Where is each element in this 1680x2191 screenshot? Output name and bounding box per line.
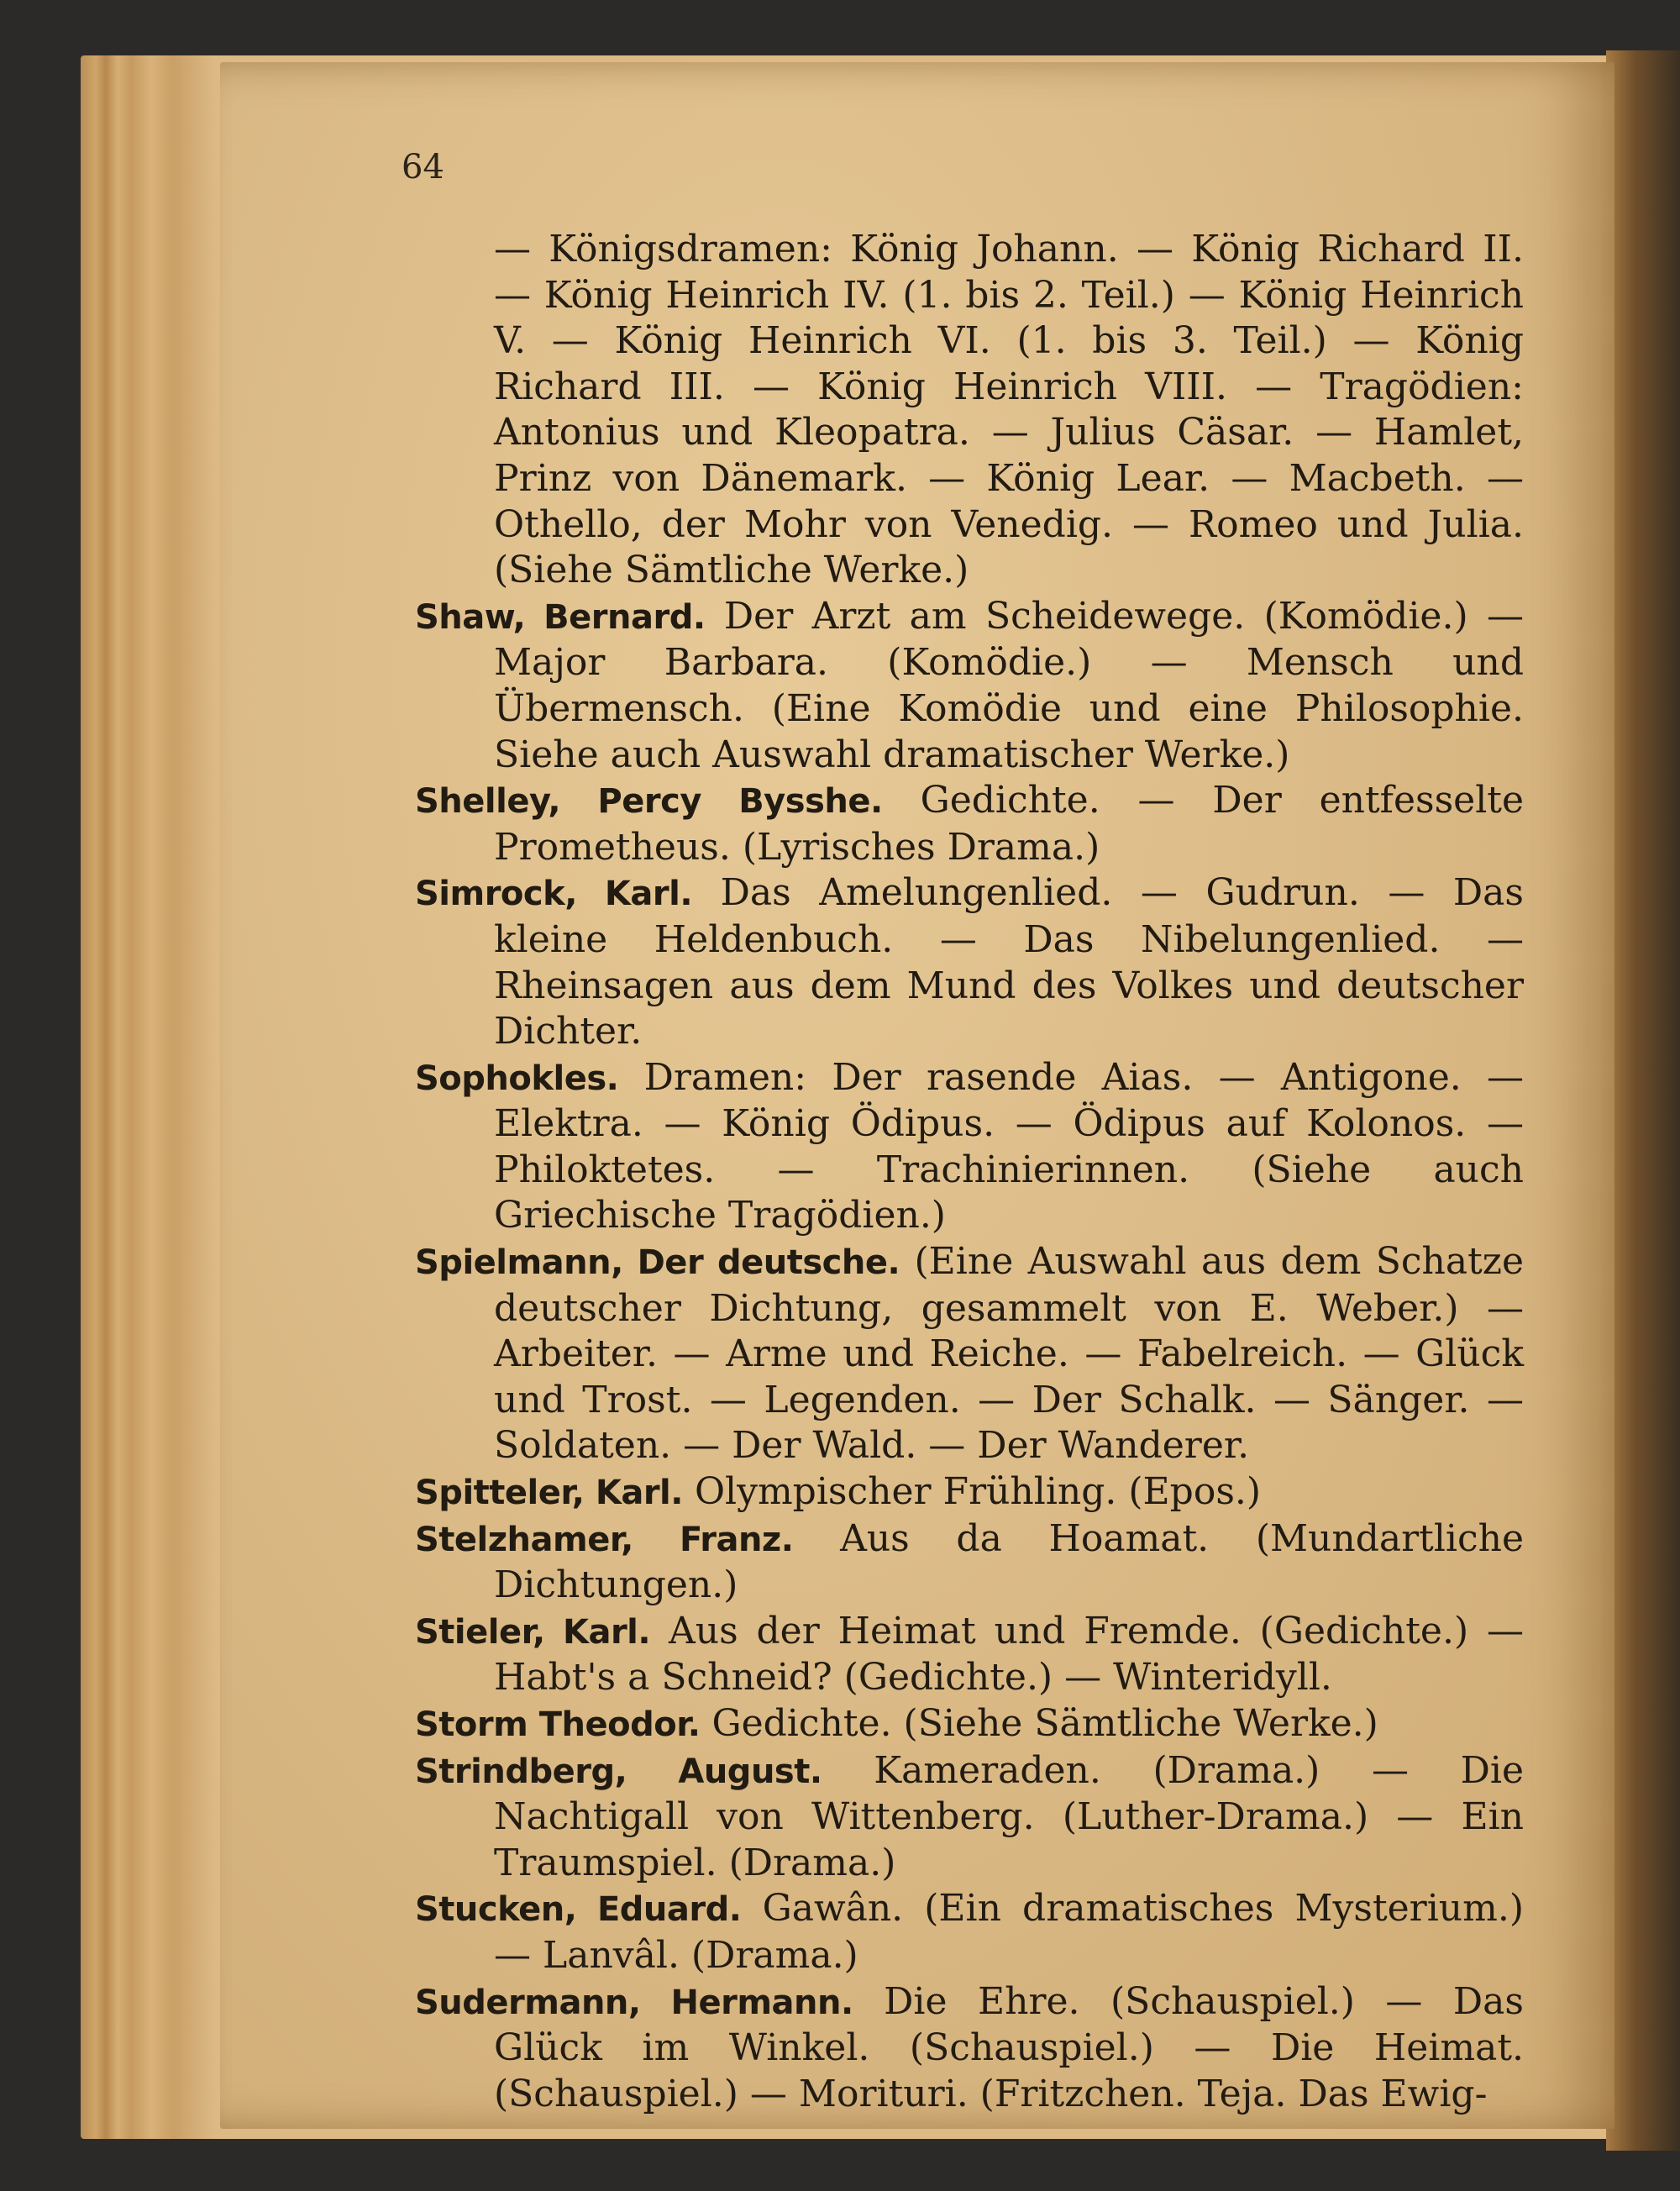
entry-text: Aus da Hoamat. (Mundartliche Dichtungen.) [494,1516,1524,1607]
catalog-entry [415,1469,1524,1516]
entry-text: (Eine Auswahl aus dem Schatze deutscher Dichtung, gesammelt von E. Weber.) — Arbeiter. — Arme und Reiche. — Fabelreich. — Glück und Trost. — Legenden. — Der Schalk. — Sänger. — Soldaten. — Der Wald. — Der Wanderer. [494,1240,1524,1468]
catalog-entry [415,1886,1524,1978]
entry-author: Storm Theodor. [415,1705,701,1744]
entry-text: Das Amelungenlied. — Gudrun. — Das kleine Heldenbuch. — Das Nibelungenlied. — Rheinsagen aus dem Mund des Volkes und deutscher Dichter. [494,871,1524,1053]
catalog-entry [415,227,1524,594]
entry-text: Der Arzt am Scheidewege. (Komödie.) — Major Barbara. (Komödie.) — Mensch und Übermensch. (Eine Komödie und eine Philosophie. Siehe auch Auswahl dramatischer Werke.) [494,594,1524,776]
entry-text: Aus der Heimat und Fremde. (Gedichte.) — Habt's a Schneid? (Gedichte.) — Winteridyll. [494,1609,1524,1700]
entry-text: Gedichte. — Der entfesselte Prometheus. (Lyrisches Drama.) [494,779,1524,869]
entry-text: Dramen: Der rasende Aias. — Antigone. — Elektra. — König Ödipus. — Ödipus auf Kolonos. — Philoktetes. — Trachinierinnen. (Siehe auch Griechische Tragödien.) [494,1055,1524,1237]
entry-text: Gedichte. (Siehe Sämtliche Werke.) [711,1702,1378,1745]
entry-author: Sudermann, Hermann. [415,1983,853,2022]
catalog-entry [415,778,1524,870]
catalog-entry [415,1609,1524,1701]
catalog-text [415,227,1524,2117]
entry-author: Spitteler, Karl. [415,1474,683,1513]
book-spine [1606,50,1680,2151]
catalog-entry [415,1979,1524,2118]
entry-text: Gawân. (Ein dramatisches Mysterium.) — Lanvâl. (Drama.) [494,1887,1524,1977]
catalog-entry [415,1748,1524,1887]
catalog-entry [415,1055,1524,1239]
entry-author: Stucken, Eduard. [415,1890,742,1930]
entry-author: Spielmann, Der deutsche. [415,1243,900,1283]
catalog-entry [415,1239,1524,1469]
entry-author: Stelzhamer, Franz. [415,1520,794,1559]
entry-text: — Königsdramen: König Johann. — König Richard II. — König Heinrich IV. (1. bis 2. Teil.) — König Heinrich V. — König Heinrich VI. (1. bis 3. Teil.) — König Richard III. — König Heinrich VIII. — Tragödien: Antonius und Kleopatra. — Julius Cäsar. — Hamlet, Prinz von Dänemark. — König Lear. — Macbeth. — Othello, der Mohr von Venedig. — Romeo und Julia. (Siehe Sämtliche Werke.) [494,228,1524,592]
catalog-entry [415,1701,1524,1748]
entry-author: Shelley, Percy Bysshe. [415,782,883,822]
catalog-entry [415,1516,1524,1609]
entry-text: Olympischer Frühling. (Epos.) [694,1470,1262,1514]
catalog-entry [415,870,1524,1054]
page-number: 64 [402,148,444,187]
entry-author: Shaw, Bernard. [415,597,706,637]
entry-author: Strindberg, August. [415,1752,822,1791]
entry-author: Simrock, Karl. [415,875,693,914]
catalog-entry [415,594,1524,778]
entry-text: Die Ehre. (Schauspiel.) — Das Glück im Winkel. (Schauspiel.) — Die Heimat. (Schauspiel.) — Morituri. (Fritzchen. Teja. Das Ewig- [494,1979,1524,2115]
entry-text: Kameraden. (Drama.) — Die Nachtigall von Wittenberg. (Luther-Drama.) — Ein Traumspiel. (Drama.) [494,1748,1524,1884]
entry-author: Sophokles. [415,1059,619,1098]
entry-author: Stieler, Karl. [415,1612,651,1652]
